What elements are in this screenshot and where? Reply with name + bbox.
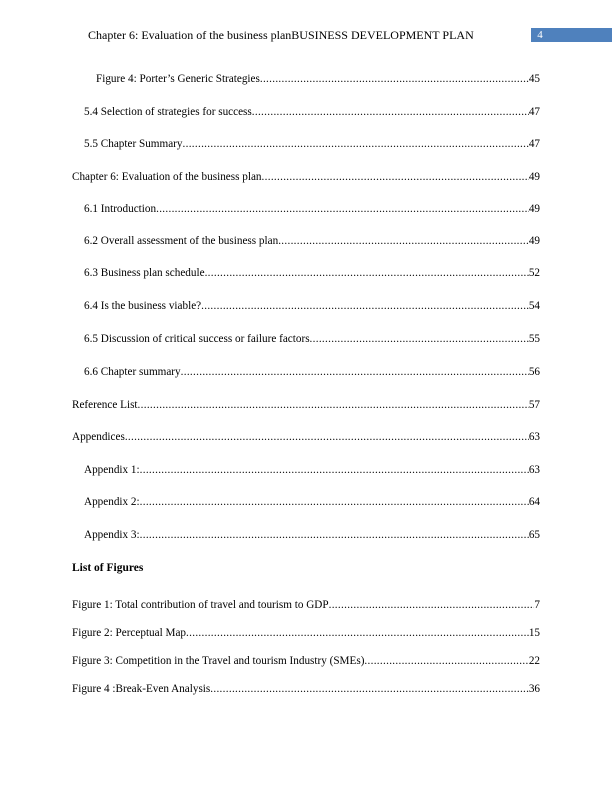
dot-leader bbox=[252, 105, 529, 119]
toc-entry-page: 57 bbox=[528, 399, 540, 411]
dot-leader bbox=[183, 137, 529, 151]
dot-leader bbox=[125, 430, 529, 444]
dot-leader bbox=[138, 398, 529, 412]
toc-entry[interactable] bbox=[84, 299, 540, 313]
toc-entry[interactable] bbox=[96, 72, 540, 86]
dot-leader bbox=[186, 626, 529, 640]
toc-entry-label: Figure 4: Porter’s Generic Strategies bbox=[96, 73, 260, 85]
toc-entry-label: 6.5 Discussion of critical success or failure factors bbox=[84, 333, 310, 345]
toc-entry-label: 6.2 Overall assessment of the business plan bbox=[84, 235, 279, 247]
toc-entry-page: 56 bbox=[528, 366, 540, 378]
toc-entry-page: 63 bbox=[528, 464, 540, 476]
toc-entry-page: 52 bbox=[528, 267, 540, 279]
figure-entry-page: 36 bbox=[528, 683, 540, 695]
dot-leader bbox=[140, 528, 529, 542]
toc-entry-label: Appendix 3: bbox=[84, 529, 140, 541]
dot-leader bbox=[205, 266, 529, 280]
toc-entry[interactable] bbox=[84, 202, 540, 216]
toc-entry-page: 54 bbox=[528, 300, 540, 312]
toc-entry[interactable] bbox=[72, 398, 540, 412]
dot-leader bbox=[262, 170, 529, 184]
figure-entry-label: Figure 2: Perceptual Map bbox=[72, 627, 187, 639]
toc-entry-page: 49 bbox=[528, 235, 540, 247]
dot-leader bbox=[181, 365, 529, 379]
toc-entry[interactable] bbox=[84, 137, 540, 151]
toc-entry-label: Appendix 1: bbox=[84, 464, 140, 476]
dot-leader bbox=[156, 202, 529, 216]
dot-leader bbox=[210, 682, 529, 696]
toc-entry-page: 64 bbox=[528, 496, 540, 508]
figure-entry-page: 7 bbox=[534, 599, 540, 611]
toc-entry-page: 49 bbox=[528, 171, 540, 183]
header-title: Chapter 6: Evaluation of the business planBUSINESS DEVELOPMENT PLAN bbox=[88, 28, 474, 42]
toc-entry-label: Reference List bbox=[72, 399, 138, 411]
toc-entry-page: 63 bbox=[528, 431, 540, 443]
figure-entry-label: Figure 1: Total contribution of travel and tourism to GDP bbox=[72, 599, 329, 611]
toc-entry-page: 49 bbox=[528, 203, 540, 215]
dot-leader bbox=[260, 72, 529, 86]
dot-leader bbox=[278, 234, 529, 248]
figure-entry[interactable] bbox=[72, 598, 540, 612]
toc-entry[interactable] bbox=[84, 495, 540, 509]
toc-entry[interactable] bbox=[72, 170, 540, 184]
toc-entry-page: 65 bbox=[528, 529, 540, 541]
toc-entry-page: 47 bbox=[528, 138, 540, 150]
toc-entry-label: Appendix 2: bbox=[84, 496, 140, 508]
toc-entry-page: 45 bbox=[528, 73, 540, 85]
toc-entry[interactable] bbox=[84, 463, 540, 477]
toc-entry[interactable] bbox=[84, 105, 540, 119]
figure-entry[interactable] bbox=[72, 654, 540, 668]
figure-entry-page: 22 bbox=[528, 655, 540, 667]
dot-leader bbox=[364, 654, 528, 668]
toc-entry[interactable] bbox=[84, 365, 540, 379]
figure-entry-label: Figure 4 :Break-Even Analysis bbox=[72, 683, 211, 695]
toc-entry-label: 5.4 Selection of strategies for success bbox=[84, 106, 252, 118]
toc-entry[interactable] bbox=[72, 430, 540, 444]
page-number: 4 bbox=[537, 29, 543, 41]
figure-entry[interactable] bbox=[72, 626, 540, 640]
toc-entry-label: 5.5 Chapter Summary bbox=[84, 138, 183, 150]
toc-entry[interactable] bbox=[84, 234, 540, 248]
figure-entry[interactable] bbox=[72, 682, 540, 696]
toc-entry-label: 6.3 Business plan schedule bbox=[84, 267, 205, 279]
figure-entry-label: Figure 3: Competition in the Travel and tourism Industry (SMEs) bbox=[72, 655, 365, 667]
toc-entry-label: Chapter 6: Evaluation of the business plan bbox=[72, 171, 262, 183]
toc-entry[interactable] bbox=[84, 332, 540, 346]
toc-entry-label: 6.1 Introduction bbox=[84, 203, 157, 215]
dot-leader bbox=[310, 332, 529, 346]
toc-entry-label: 6.6 Chapter summary bbox=[84, 366, 181, 378]
figure-entry-page: 15 bbox=[528, 627, 540, 639]
dot-leader bbox=[140, 463, 529, 477]
toc-entry[interactable] bbox=[84, 528, 540, 542]
page-number-box bbox=[531, 28, 612, 42]
toc-entry-label: Appendices bbox=[72, 431, 125, 443]
toc-entry-page: 55 bbox=[528, 333, 540, 345]
toc-entry[interactable] bbox=[84, 266, 540, 280]
toc-entry-page: 47 bbox=[528, 106, 540, 118]
dot-leader bbox=[329, 598, 535, 612]
dot-leader bbox=[201, 299, 529, 313]
toc-entry-label: 6.4 Is the business viable? bbox=[84, 300, 202, 312]
dot-leader bbox=[140, 495, 529, 509]
list-of-figures-heading: List of Figures bbox=[72, 562, 144, 574]
